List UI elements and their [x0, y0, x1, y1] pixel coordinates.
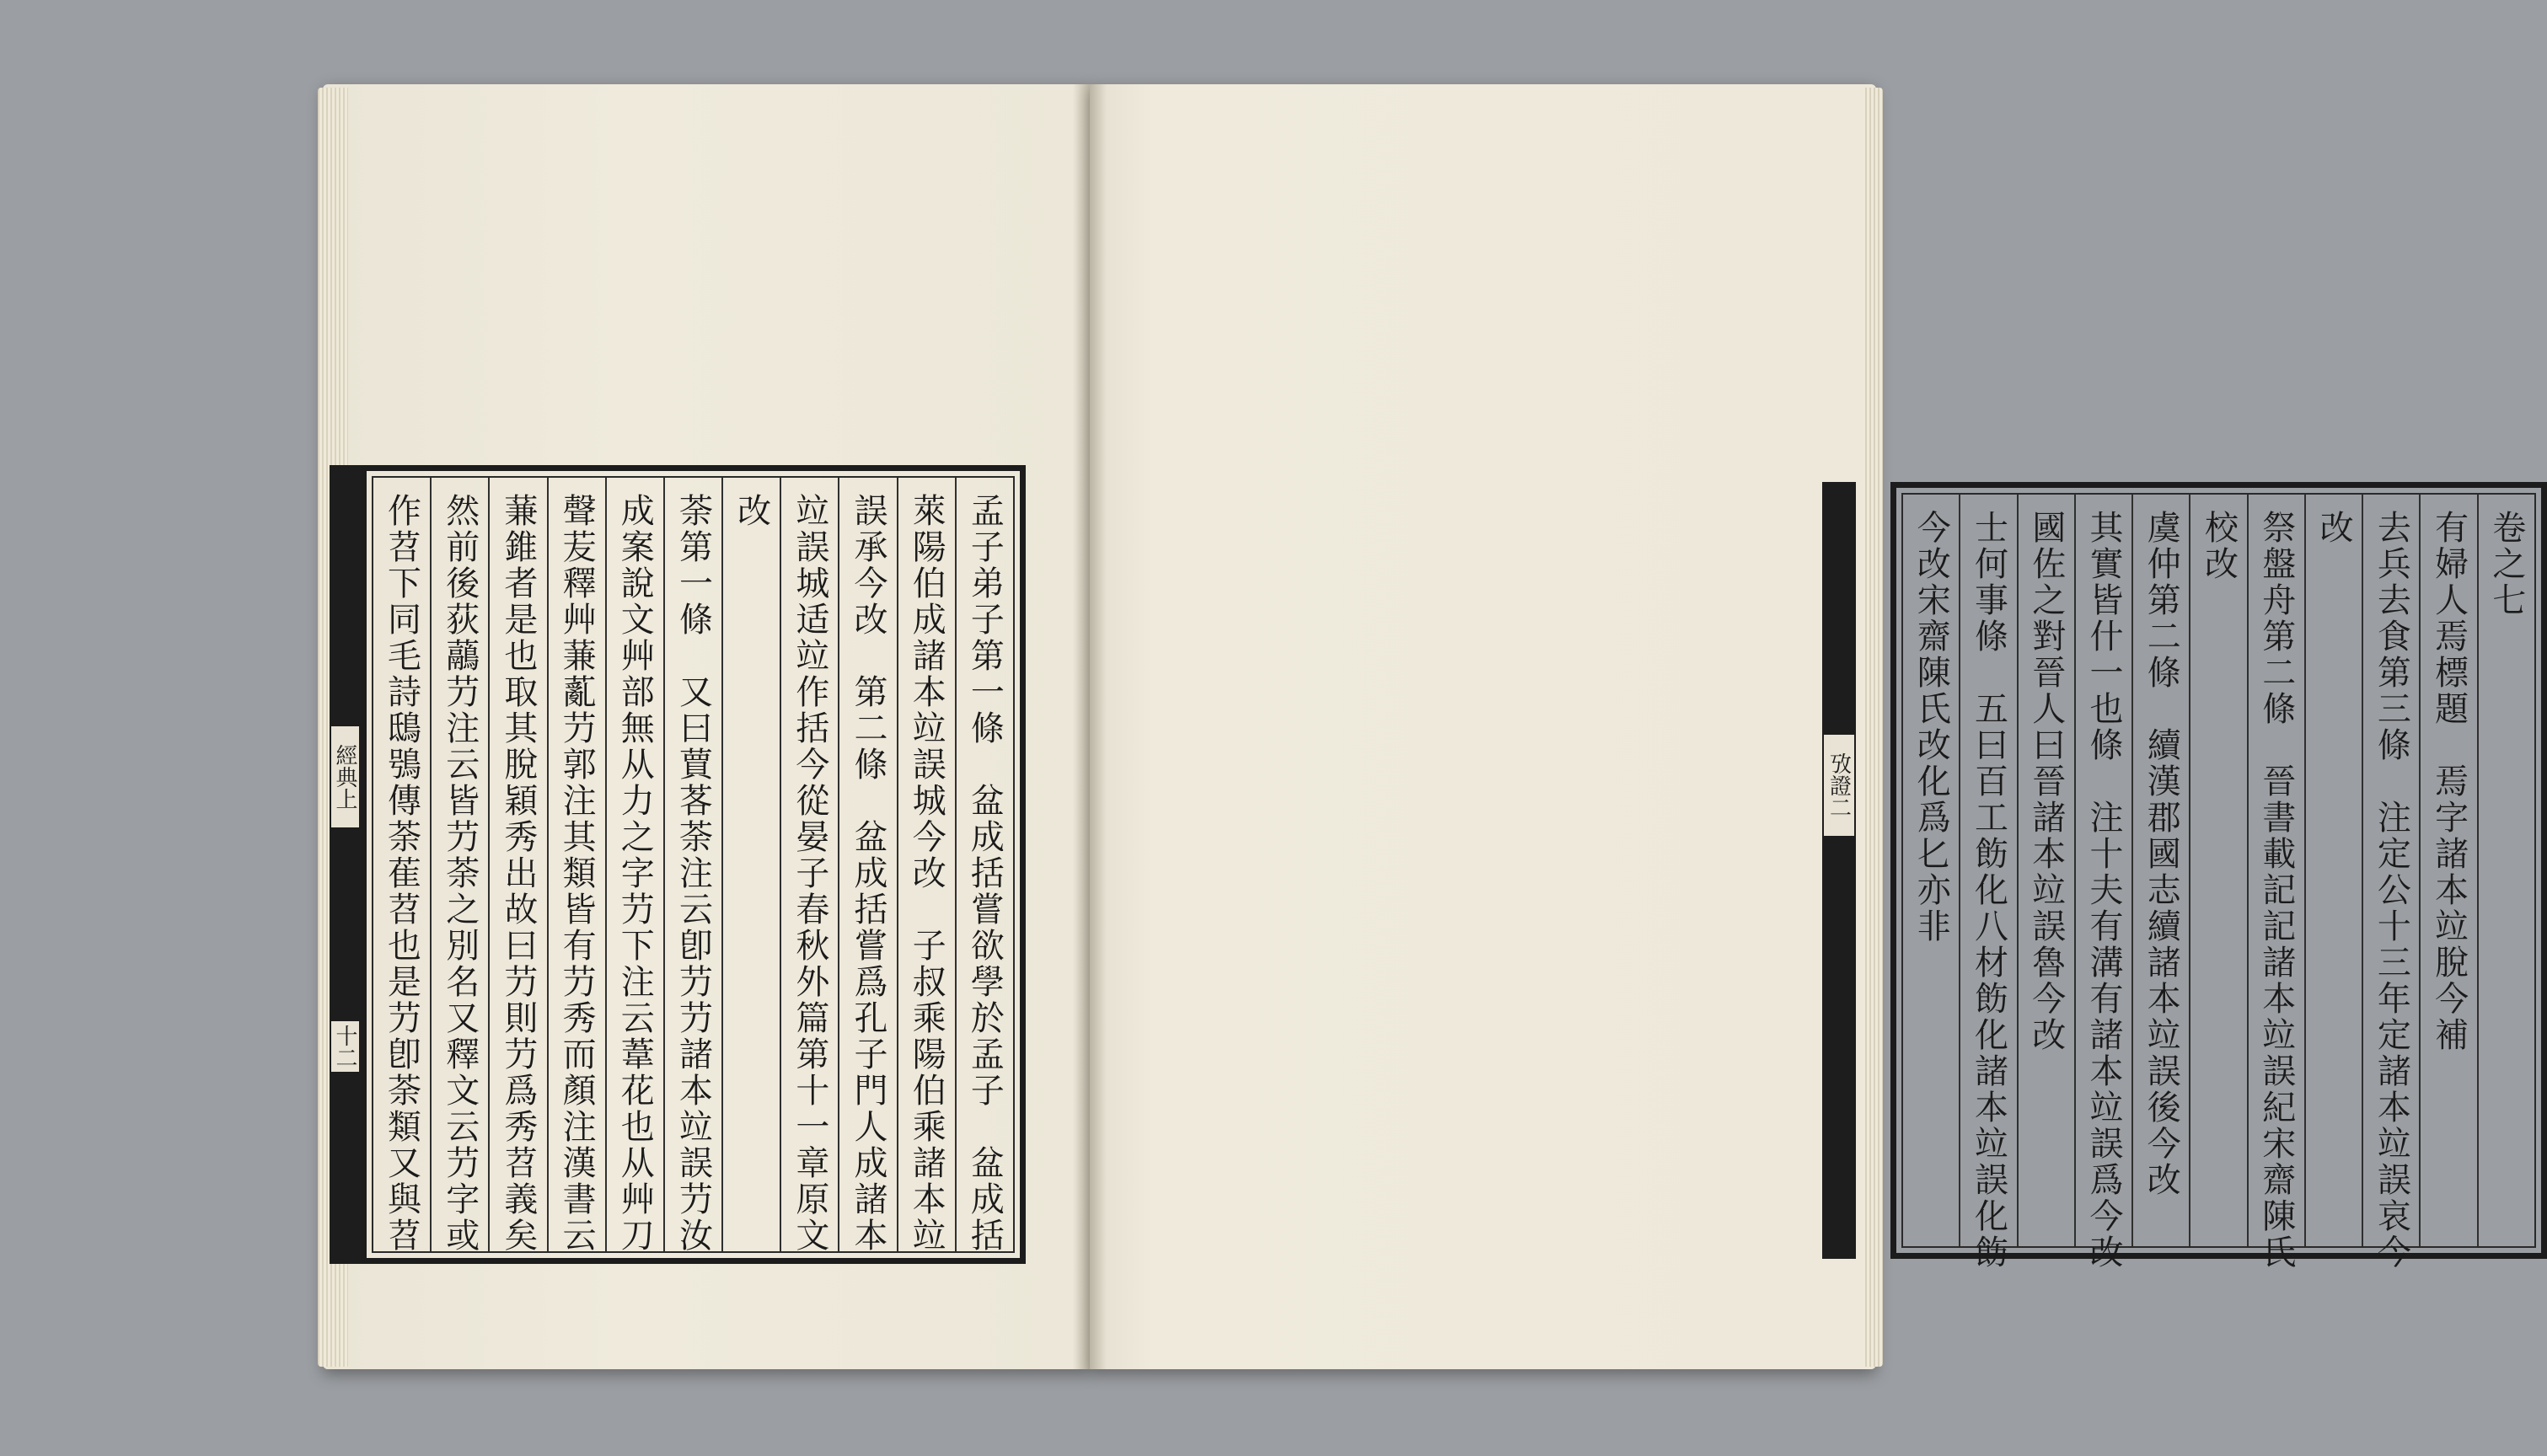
left-column — [488, 478, 546, 1254]
left-column — [955, 478, 1013, 1254]
right-column — [1959, 495, 2016, 1271]
right-text-frame — [1890, 482, 2547, 1271]
left-column-text: 蒹錐者是也取其脫穎秀出故曰芀則芀爲秀苕義矣 — [498, 493, 538, 1254]
right-column — [2017, 495, 2074, 1246]
left-column-text: 誤承今改 第二條 盆成括嘗爲孔子門人成諸本 — [849, 493, 888, 1254]
right-column — [2247, 495, 2304, 1271]
right-column-text: 卷之七 — [2486, 510, 2526, 618]
right-column-text: 士何事條 五曰百工飭化八材飭化諸本竝誤化飭 — [1969, 510, 2008, 1271]
left-column-text: 改 — [732, 493, 771, 529]
right-column — [2304, 495, 2362, 1246]
left-column — [430, 478, 488, 1254]
left-text-frame — [361, 465, 1026, 1264]
left-fore-edge-label: 經典上 — [331, 726, 359, 827]
right-column-text: 有婦人焉標題 焉字諸本竝脫今補 — [2429, 510, 2469, 1053]
left-column — [780, 478, 838, 1254]
right-column — [2477, 495, 2534, 1246]
right-column — [2189, 495, 2246, 1246]
right-column-text: 虞仲第二條 續漢郡國志續諸本竝誤後今改 — [2142, 510, 2181, 1198]
right-fore-edge-label: 攷證二 — [1824, 735, 1854, 836]
left-page-number: 十二 — [331, 1021, 359, 1072]
right-column — [2074, 495, 2131, 1271]
left-column-text: 成案說文艸部無从力之字芀下注云葦花也从艸刀 — [615, 493, 655, 1254]
left-column-text: 作苕下同毛詩鴟鴞傳荼萑苕也是芀卽荼類又與苕 — [382, 493, 421, 1254]
left-column — [373, 478, 430, 1254]
right-column-text: 改 — [2314, 510, 2354, 546]
left-column — [897, 478, 955, 1254]
right-page-edges — [1863, 88, 1883, 1367]
left-columns — [372, 476, 1015, 1253]
right-column-text: 校改 — [2199, 510, 2239, 582]
left-column — [605, 478, 663, 1254]
right-column — [2131, 495, 2189, 1246]
right-column-text: 今改宋齋陳氏改化爲𠤎亦非 — [1912, 510, 1951, 945]
right-fore-edge-strip — [1822, 482, 1856, 1259]
left-column-text: 孟子弟子第一條 盆成括嘗欲學於孟子 盆成括 — [965, 493, 1005, 1254]
right-columns — [1901, 493, 2536, 1271]
left-column-text: 竝誤城适竝作括今從晏子春秋外篇第十一章原文 — [790, 493, 829, 1254]
left-column-text: 然前後荻虉芀注云皆芀荼之別名又釋文云芀字或 — [440, 493, 480, 1254]
right-column-text: 國佐之對晉人曰晉諸本竝誤魯今改 — [2026, 510, 2066, 1053]
open-book — [323, 84, 2526, 1369]
right-column — [2419, 495, 2476, 1246]
book-gutter — [1073, 84, 1107, 1369]
right-column-text: 去兵去食第三條 注定公十三年定諸本竝誤哀今 — [2372, 510, 2411, 1271]
right-column — [1903, 495, 1959, 1246]
right-column-text: 祭盤舟第二條 晉書載記記諸本竝誤紀宋齋陳氏 — [2256, 510, 2296, 1271]
left-page — [323, 84, 1090, 1369]
left-column — [721, 478, 780, 1251]
left-column — [663, 478, 721, 1254]
left-column-text: 荼第一條 又曰蕒茖荼注云卽芀芀諸本竝誤芀汝 — [673, 493, 713, 1254]
left-column-text: 萊陽伯成諸本竝誤城今改 子叔乘陽伯乘諸本竝 — [907, 493, 946, 1254]
right-column — [2362, 495, 2419, 1271]
left-fore-edge-strip — [330, 465, 361, 1264]
right-page — [1090, 84, 2526, 1369]
left-column-text: 聲苃釋艸蒹薍芀郭注其類皆有芀秀而顏注漢書云 — [557, 493, 597, 1254]
left-column — [547, 478, 605, 1254]
left-column — [838, 478, 896, 1254]
right-column-text: 其實皆什一也條 注十夫有溝有諸本竝誤爲今改 — [2084, 510, 2123, 1271]
